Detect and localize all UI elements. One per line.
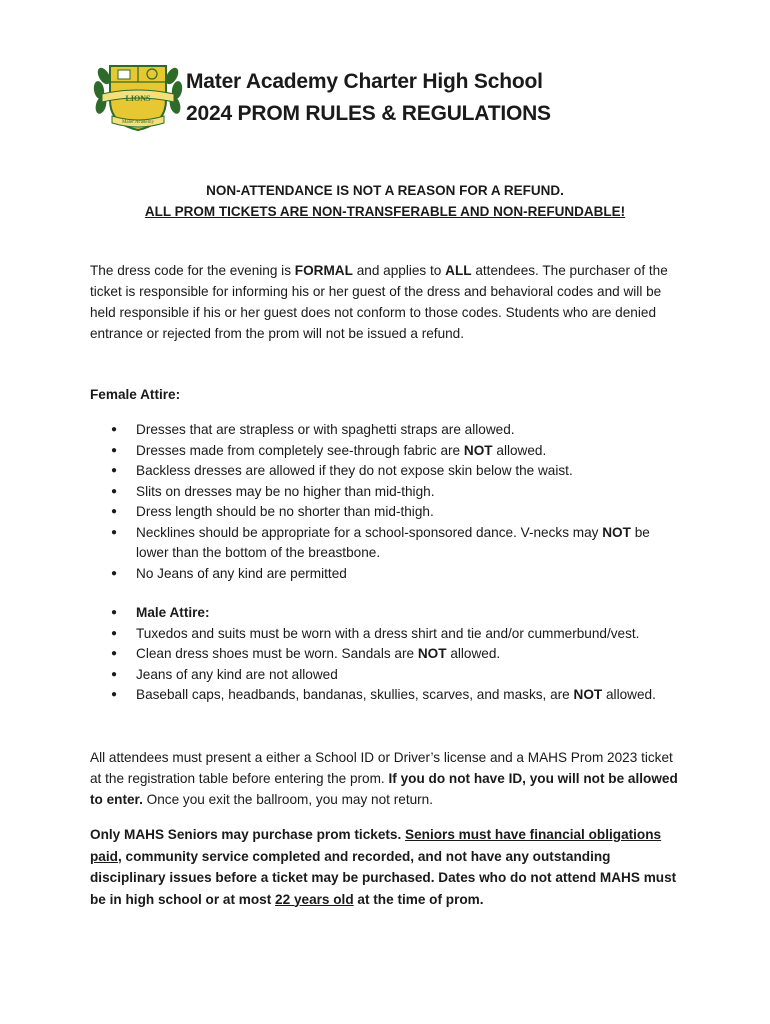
list-item: ● Backless dresses are allowed if they do not expose skin below the waist.: [90, 461, 680, 482]
list-item: [90, 441, 680, 462]
list-item: [90, 644, 680, 665]
crest-school-text: Mater Academy: [121, 120, 155, 125]
attendee-id-paragraph: [90, 747, 680, 810]
seniors-age-limit: 22 years old: [275, 891, 354, 907]
seniors-financial-obligations: Seniors must have financial obligations paid: [90, 827, 662, 864]
crest-motto-text: LIONS: [125, 94, 151, 103]
notice-line-2: ALL PROM TICKETS ARE NON-TRANSFERABLE AND NON-REFUNDABLE!: [144, 204, 626, 219]
seniors-text-1: Only MAHS Seniors may purchase prom tickets.: [90, 827, 406, 842]
list-item-text: be lower than the bottom of the breastbone.: [136, 524, 650, 560]
notice-line-1: NON-ATTENDANCE IS NOT A REASON FOR A REFUND.: [206, 183, 564, 198]
female-attire-heading: Female Attire:: [90, 387, 181, 402]
list-item: ● No Jeans of any kind are permitted: [90, 564, 680, 585]
school-crest-logo: [92, 60, 184, 134]
dress-code-intro: [90, 260, 680, 344]
list-item-text: Necklines should be appropriate for a school-sponsored dance. V-necks may: [136, 524, 603, 540]
seniors-text-3: at the time of prom.: [353, 891, 484, 907]
list-item-text: allowed.: [602, 687, 656, 702]
male-heading-text: Male Attire:: [136, 605, 210, 620]
intro-formal: FORMAL: [294, 263, 353, 278]
seniors-eligibility-paragraph: [90, 824, 680, 910]
list-item: ● Dresses that are strapless or with spaghetti straps are allowed.: [90, 420, 680, 441]
seniors-text-2: , community service completed and recorded, and not have any outstanding disciplinary issues before a ticket may be purchased. Dates who do not attend MAHS must be in high school or at most: [90, 848, 677, 907]
intro-text-3: attendees. The purchaser of the ticket is responsible for informing his or her guest of the dress and behavioral codes and will be held responsible if his or her guest does not conform to those codes. Students who are denied entrance or rejected from the prom will not be issued a refund.: [90, 263, 668, 341]
list-item-text: allowed.: [492, 442, 547, 458]
list-item-text: Dresses made from completely see-through fabric are: [136, 442, 464, 458]
page-title: [186, 66, 551, 130]
list-item: ● Tuxedos and suits must be worn with a dress shirt and tie and/or cummerbund/vest.: [90, 624, 680, 645]
female-attire-list: [90, 420, 680, 584]
intro-text-2: and applies to: [352, 263, 446, 278]
list-item: [90, 685, 680, 706]
list-item-text: Clean dress shoes must be worn. Sandals are: [136, 646, 418, 661]
male-attire-list: [90, 603, 680, 706]
list-item-emphasis: NOT: [602, 524, 631, 540]
list-item-emphasis: NOT: [573, 687, 603, 702]
attendees-id-warning: If you do not have ID, you will not be allowed to enter.: [90, 771, 678, 807]
list-item-emphasis: NOT: [417, 646, 447, 661]
intro-all: ALL: [445, 263, 472, 278]
male-attire-heading: [90, 603, 680, 624]
list-item-text: Baseball caps, headbands, bandanas, skullies, scarves, and masks, are: [136, 687, 574, 702]
list-item: ● Slits on dresses may be no higher than mid-thigh.: [90, 482, 680, 503]
attendees-text-2: Once you exit the ballroom, you may not return.: [142, 792, 434, 807]
title-school-name: Mater Academy Charter High School: [186, 70, 543, 93]
list-item-text: allowed.: [446, 646, 501, 661]
list-item-emphasis: NOT: [463, 442, 493, 458]
refund-notice: [70, 180, 700, 222]
list-item: ● Jeans of any kind are not allowed: [90, 665, 680, 686]
list-item: [90, 523, 680, 564]
list-item: ● Dress length should be no shorter than mid-thigh.: [90, 502, 680, 523]
title-document-name: 2024 PROM RULES & REGULATIONS: [186, 102, 551, 125]
attendees-text-1: All attendees must present a either a School ID or Driver’s license and a MAHS Prom 2023 ticket at the registration table before entering the prom.: [90, 750, 673, 786]
intro-text-1: The dress code for the evening is: [90, 263, 295, 278]
